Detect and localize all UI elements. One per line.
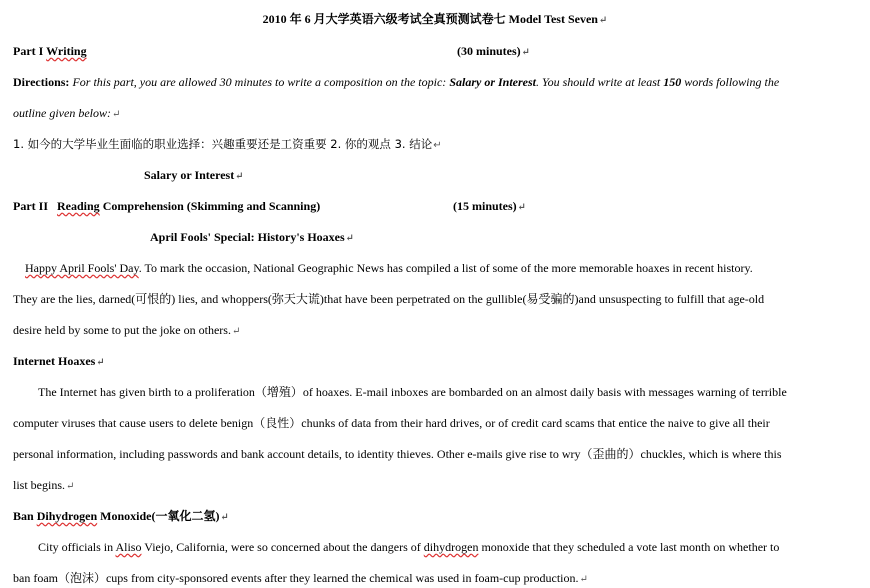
paragraph-mark: ↵ [235, 171, 244, 182]
section-ban-dihydrogen-monoxide: Ban Dihydrogen Monoxide(一氧化二氢)↵ [13, 509, 229, 523]
paragraph-3-line-2: ban foam（泡沫）cups from city-sponsored events after they learned the chemical was used in foam-cup production.↵ [13, 571, 588, 585]
part2-time: (15 minutes)↵ [453, 199, 527, 213]
paragraph-mark: ↵ [220, 512, 229, 523]
section-internet-hoaxes: Internet Hoaxes↵ [13, 354, 105, 368]
part2-heading: Part II Reading Comprehension (Skimming and Scanning) [13, 199, 321, 213]
paragraph-mark: ↵ [96, 357, 105, 368]
paragraph-mark: ↵ [345, 233, 355, 244]
directions-line-1: Directions: For this part, you are allowed 30 minutes to write a composition on the topic: Salary or Interest. You should write at least 150 words following the [13, 75, 780, 89]
directions-line-2: outline given below:↵ [13, 106, 121, 120]
paragraph-2-line-3: personal information, including passwords and bank account details, to identity thieves. Other e-mails give rise to wry（歪曲的）chuckles, which is where this [13, 447, 782, 461]
paragraph-1-line-3: desire held by some to put the joke on others.↵ [13, 323, 241, 337]
part1-heading: Part I Writing [13, 44, 87, 58]
paragraph-mark: ↵ [579, 574, 588, 585]
essay-outline: 1. 如今的大学毕业生面临的职业选择：兴趣重要还是工资重要 2. 你的观点 3. 结论↵ [13, 137, 442, 151]
part1-time: (30 minutes)↵ [457, 44, 531, 58]
paragraph-3-line-1: City officials in Aliso Viejo, California, were so concerned about the dangers of dihydrogen monoxide that they scheduled a vote last month on whether to [38, 540, 780, 554]
paragraph-1-line-1: Happy April Fools' Day. To mark the occasion, National Geographic News has compiled a list of some of the more memorable hoaxes in recent history. [25, 261, 753, 275]
paragraph-mark: ↵ [231, 326, 241, 337]
paragraph-2-line-2: computer viruses that cause users to delete benign（良性）chunks of data from their hard drives, or of credit card scams that entice the naive to give all their [13, 416, 770, 430]
essay-title: Salary or Interest↵ [144, 168, 244, 182]
paragraph-mark: ↵ [111, 109, 121, 120]
paragraph-1-line-2: They are the lies, darned(可恨的) lies, and whoppers(弥天大谎)that have been perpetrated on the gullible(易受骗的)and unsuspecting to fulfill that age-old [13, 292, 765, 306]
paragraph-2-line-1: The Internet has given birth to a proliferation（增殖）of hoaxes. E-mail inboxes are bombarded on an almost daily basis with messages warning of terrible [38, 385, 787, 399]
paragraph-mark: ↵ [433, 140, 442, 151]
paragraph-mark: ↵ [66, 481, 75, 492]
paragraph-mark: ↵ [521, 47, 531, 58]
paragraph-mark: ↵ [517, 202, 527, 213]
document-title: 2010 年 6 月大学英语六级考试全真预测试卷七 Model Test Seven↵ [262, 12, 608, 26]
paragraph-2-line-4: list begins.↵ [13, 478, 75, 492]
paragraph-mark: ↵ [598, 15, 608, 26]
passage-title: April Fools' Special: History's Hoaxes↵ [150, 230, 355, 244]
